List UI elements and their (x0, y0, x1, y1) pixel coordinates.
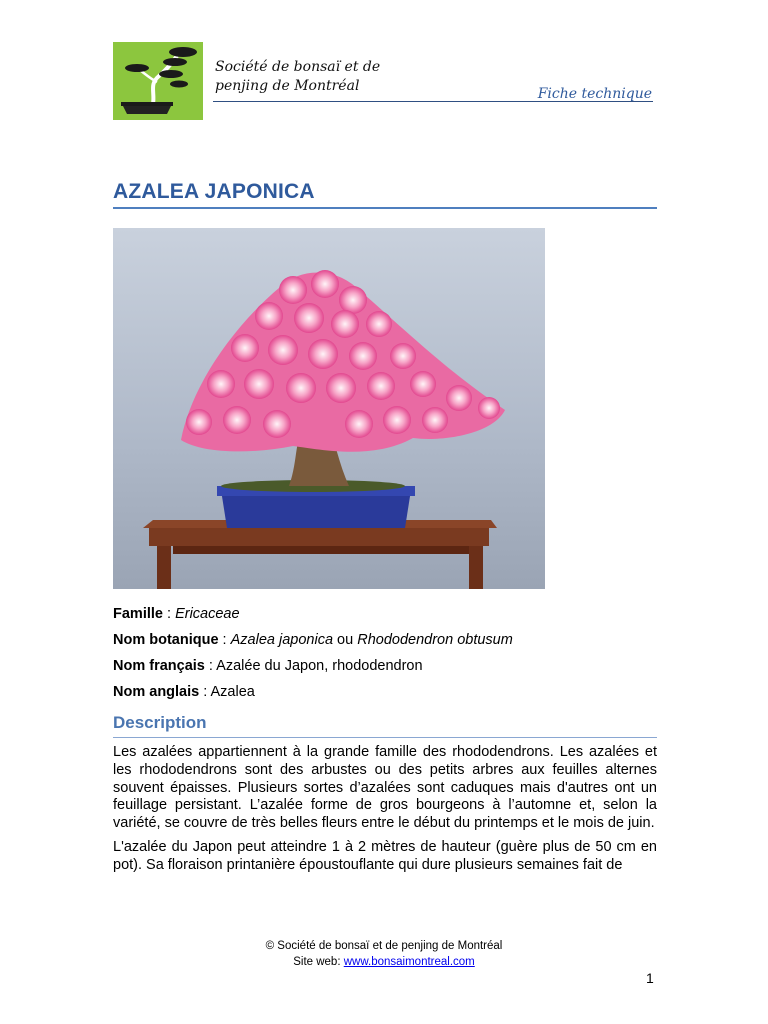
logo (113, 42, 203, 120)
footer-site-label: Site web: (293, 956, 341, 968)
plant-info (113, 603, 658, 707)
nom-botanique-or: ou (337, 632, 354, 648)
nom-francais-row: Nom français : Azalée du Japon, rhododendron (113, 658, 423, 674)
description-body (113, 744, 657, 881)
nom-francais-label: Nom français (113, 658, 205, 674)
page-title: AZALEA JAPONICA (113, 180, 315, 203)
organization-name (215, 58, 415, 96)
footer-site (0, 956, 768, 968)
footer-copyright: © Société de bonsaï et de penjing de Montréal (265, 940, 503, 952)
famille-row: Famille : Ericaceae (113, 606, 240, 622)
description-heading: Description (113, 713, 207, 732)
nom-botanique-value-1: Azalea japonica (230, 632, 334, 648)
nom-botanique-label: Nom botanique (113, 632, 219, 648)
azalea-bonsai-photo (113, 228, 545, 589)
org-name-line2: penjing de Montréal (215, 78, 360, 94)
nom-francais-value: Azalée du Japon, rhododendron (216, 658, 423, 674)
nom-anglais-row: Nom anglais : Azalea (113, 684, 255, 700)
description-rule (113, 737, 657, 738)
nom-botanique-row: Nom botanique : Azalea japonica ou Rhododendron obtusum (113, 632, 513, 648)
bonsai-logo-icon (113, 42, 203, 120)
page-number: 1 (646, 970, 654, 986)
famille-value: Ericaceae (175, 606, 240, 622)
description-paragraph-1: Les azalées appartiennent à la grande famille des rhododendrons. Les azalées et les rhododendrons sont des arbustes ou des petits arbres aux feuilles alternes souvent épaisses. Plusieurs sortes d’azalées sont caduques mais d'autres ont un feuillage persistant. L’azalée forme de gros bourgeons à l’automne et, selon la variété, se couvre de très belles fleurs entre le début du printemps et le mois de juin. (113, 744, 657, 832)
org-name-line1: Société de bonsaï et de (215, 59, 381, 75)
nom-anglais-label: Nom anglais (113, 684, 200, 700)
website-link[interactable]: www.bonsaimontreal.com (343, 956, 475, 968)
title-rule (113, 207, 657, 209)
nom-anglais-value: Azalea (210, 684, 255, 700)
document-type: Fiche technique (537, 86, 652, 102)
famille-label: Famille (113, 606, 163, 622)
nom-botanique-value-2: Rhododendron obtusum (357, 632, 513, 648)
description-paragraph-2: L'azalée du Japon peut atteindre 1 à 2 mètres de hauteur (guère plus de 50 cm en pot). Sa floraison printanière époustouflante qui dure plusieurs semaines fait de (113, 838, 657, 873)
